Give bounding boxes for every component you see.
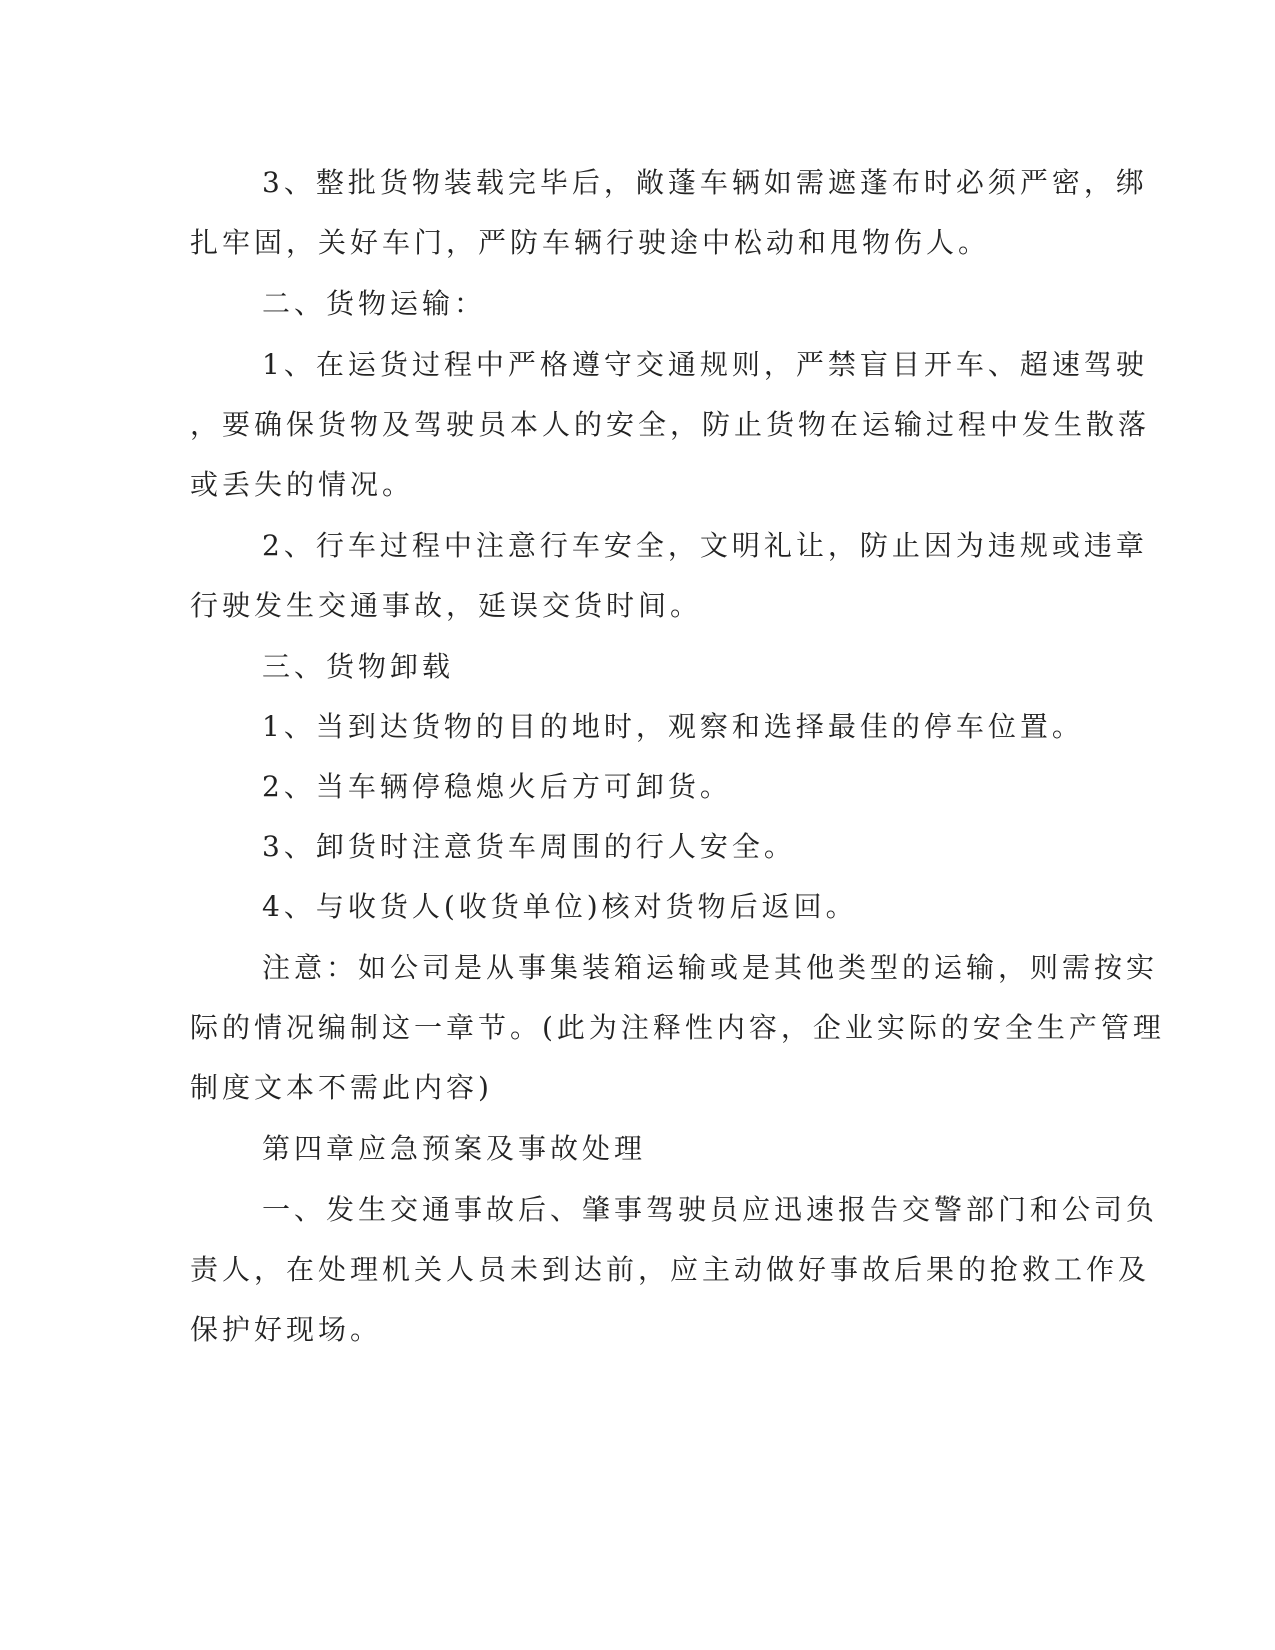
note-line: 注意：如公司是从事集装箱运输或是其他类型的运输，则需按实 xyxy=(262,951,1159,984)
note-line: 制度文本不需此内容) xyxy=(190,1071,493,1104)
paragraph-line: 保护好现场。 xyxy=(190,1313,383,1346)
paragraph-line: 一、发生交通事故后、肇事驾驶员应迅速报告交警部门和公司负 xyxy=(262,1193,1159,1226)
paragraph-line: 1、当到达货物的目的地时，观察和选择最佳的停车位置。 xyxy=(262,710,1084,743)
chapter-heading: 第四章应急预案及事故处理 xyxy=(262,1132,647,1165)
paragraph-line: 责人，在处理机关人员未到达前，应主动做好事故后果的抢救工作及 xyxy=(190,1253,1151,1286)
paragraph-line: 4、与收货人(收货单位)核对货物后返回。 xyxy=(262,890,858,923)
section-heading: 二、货物运输： xyxy=(262,287,487,320)
paragraph-line: ，要确保货物及驾驶员本人的安全，防止货物在运输过程中发生散落 xyxy=(190,408,1151,441)
paragraph-line: 2、行车过程中注意行车安全，文明礼让，防止因为违规或违章 xyxy=(262,529,1148,562)
paragraph-line: 或丢失的情况。 xyxy=(190,468,415,501)
paragraph-line: 行驶发生交通事故，延误交货时间。 xyxy=(190,589,703,622)
paragraph-line: 扎牢固，关好车门，严防车辆行驶途中松动和甩物伤人。 xyxy=(190,226,991,259)
paragraph-line: 3、卸货时注意货车周围的行人安全。 xyxy=(262,830,796,863)
paragraph-line: 2、当车辆停稳熄火后方可卸货。 xyxy=(262,770,732,803)
document-body xyxy=(190,163,1165,1350)
paragraph-line: 1、在运货过程中严格遵守交通规则，严禁盲目开车、超速驾驶 xyxy=(262,348,1148,381)
paragraph-line: 3、整批货物装载完毕后，敞蓬车辆如需遮蓬布时必须严密，绑 xyxy=(262,166,1148,199)
section-heading: 三、货物卸载 xyxy=(262,650,455,683)
note-line: 际的情况编制这一章节。(此为注释性内容，企业实际的安全生产管理 xyxy=(190,1011,1165,1044)
